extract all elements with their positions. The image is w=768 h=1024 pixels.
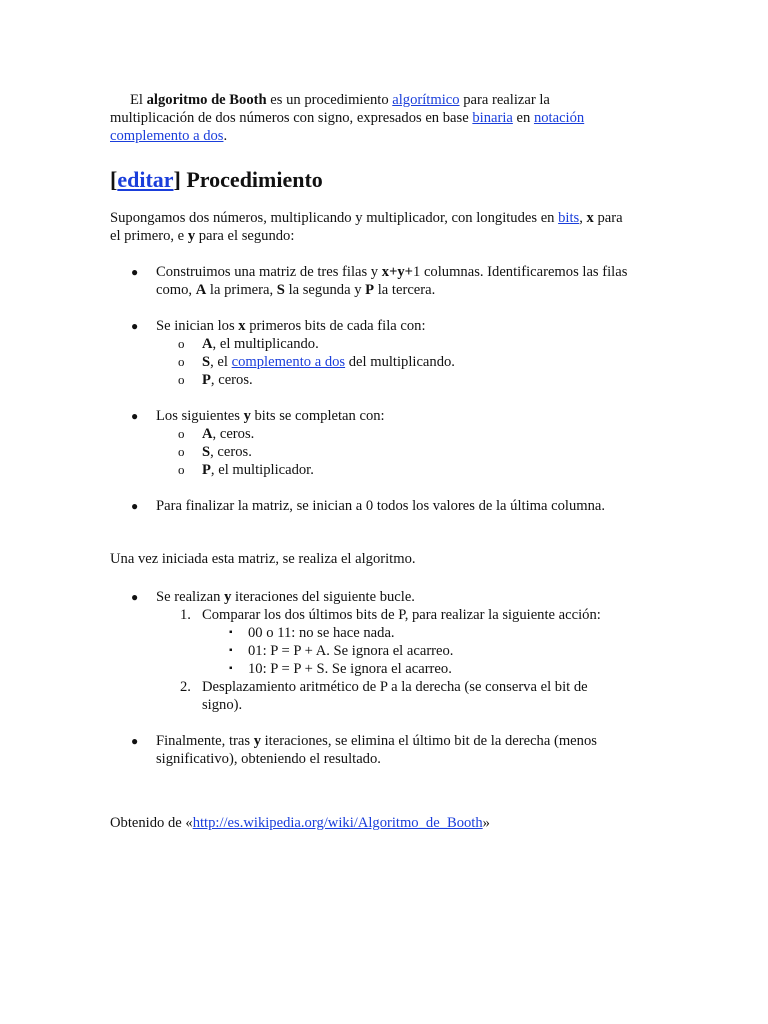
step-item: 2. Desplazamiento aritmético de P a la derecha (se conserva el bit de signo). xyxy=(180,679,588,713)
list-item: ● Se realizan y iteraciones del siguiente bucle. 1. Comparar los dos últimos bits de P, para realizar la siguiente acción: ▪ 00 o 11: no se hace nada. ▪ 01: P = P + A. Se ignora el acarreo. ▪ 10: P = P + S. Se ignora el acarreo. 2. Desplazamiento aritmético de P a la derecha (se conserva el bit de signo). xyxy=(110,588,630,714)
paragraph-una-vez: Una vez iniciada esta matriz, se realiza el algoritmo. xyxy=(110,551,416,567)
step-item: 1. Comparar los dos últimos bits de P, para realizar la siguiente acción: ▪ 00 o 11: no se hace nada. ▪ 01: P = P + A. Se ignora el acarreo. ▪ 10: P = P + S. Se ignora el acarreo. xyxy=(156,606,630,678)
article-body xyxy=(110,91,630,832)
bullet-icon: ● xyxy=(131,409,139,423)
list-item: ● Finalmente, tras y iteraciones, se elimina el último bit de la derecha (menos significativo), obteniendo el resultado. xyxy=(131,733,597,767)
link-binaria[interactable]: binaria xyxy=(472,110,513,126)
setup-list xyxy=(110,263,630,515)
list-item: ● Se inician los x primeros bits de cada fila con: o A, el multiplicando. o S, el complemento a dos del multiplicando. o P, ceros. xyxy=(110,317,630,389)
sublist-item: o S, ceros. xyxy=(178,444,252,460)
case-item: ▪ 00 o 11: no se hace nada. xyxy=(229,625,395,641)
sublist-item: o A, ceros. xyxy=(178,426,255,442)
source-line: Obtenido de «http://es.wikipedia.org/wiki/Algoritmo_de_Booth» xyxy=(110,815,490,831)
list-item: ● Los siguientes y bits se completan con: o A, ceros. o S, ceros. o P, el multiplicador. xyxy=(110,407,630,479)
case-item: ▪ 01: P = P + A. Se ignora el acarreo. xyxy=(229,643,454,659)
step-number: 2. xyxy=(180,679,191,695)
source-link[interactable]: http://es.wikipedia.org/wiki/Algoritmo_de_Booth xyxy=(192,815,483,831)
bullet-icon: ● xyxy=(131,734,139,748)
bullet-icon: ● xyxy=(131,590,139,604)
circle-bullet-icon: o xyxy=(178,354,185,369)
list-item: ● Para finalizar la matriz, se inician a 0 todos los valores de la última columna. xyxy=(131,498,606,514)
circle-bullet-icon: o xyxy=(178,336,185,351)
edit-link[interactable]: editar xyxy=(117,167,174,192)
link-complemento-a-dos[interactable]: complemento a dos xyxy=(231,354,346,370)
sublist-item: o S, el complemento a dos del multiplicando. xyxy=(178,354,455,370)
sublist xyxy=(156,425,630,479)
square-bullet-icon: ▪ xyxy=(229,627,233,638)
bullet-icon: ● xyxy=(131,499,139,513)
square-bullet-icon: ▪ xyxy=(229,645,233,656)
sublist xyxy=(156,335,630,389)
circle-bullet-icon: o xyxy=(178,426,185,441)
paragraph-supongamos: Supongamos dos números, multiplicando y multiplicador, con longitudes en bits, x para el primero, e y para el segundo: xyxy=(110,210,623,244)
step-number: 1. xyxy=(180,607,191,623)
link-bits[interactable]: bits xyxy=(558,210,580,226)
sublist-item: o P, ceros. xyxy=(178,372,253,388)
intro-bold-term: algoritmo de Booth xyxy=(146,92,267,108)
section-heading: [editar] Procedimiento xyxy=(110,167,323,192)
circle-bullet-icon: o xyxy=(178,462,185,477)
square-bullet-icon: ▪ xyxy=(229,663,233,674)
algorithm-list xyxy=(110,588,630,768)
section-title: Procedimiento xyxy=(180,167,323,192)
circle-bullet-icon: o xyxy=(178,444,185,459)
link-notacion-complemento[interactable]: notación complemento a dos xyxy=(110,110,585,144)
cases-list xyxy=(202,624,630,678)
steps-list xyxy=(156,606,630,714)
sublist-item: o A, el multiplicando. xyxy=(178,336,319,352)
bullet-icon: ● xyxy=(131,319,139,333)
bullet-icon: ● xyxy=(131,265,139,279)
intro-paragraph: El algoritmo de Booth es un procedimiento algorítmico para realizar la multiplicación de dos números con signo, expresados en base binaria en notación complemento a dos. xyxy=(110,92,585,144)
list-item: ● Construimos una matriz de tres filas y x+y+1 columnas. Identificaremos las filas como, A la primera, S la segunda y P la tercera. xyxy=(131,264,628,298)
link-algoritmico[interactable]: algorítmico xyxy=(392,92,460,108)
circle-bullet-icon: o xyxy=(178,372,185,387)
case-item: ▪ 10: P = P + S. Se ignora el acarreo. xyxy=(229,661,452,677)
sublist-item: o P, el multiplicador. xyxy=(178,462,314,478)
